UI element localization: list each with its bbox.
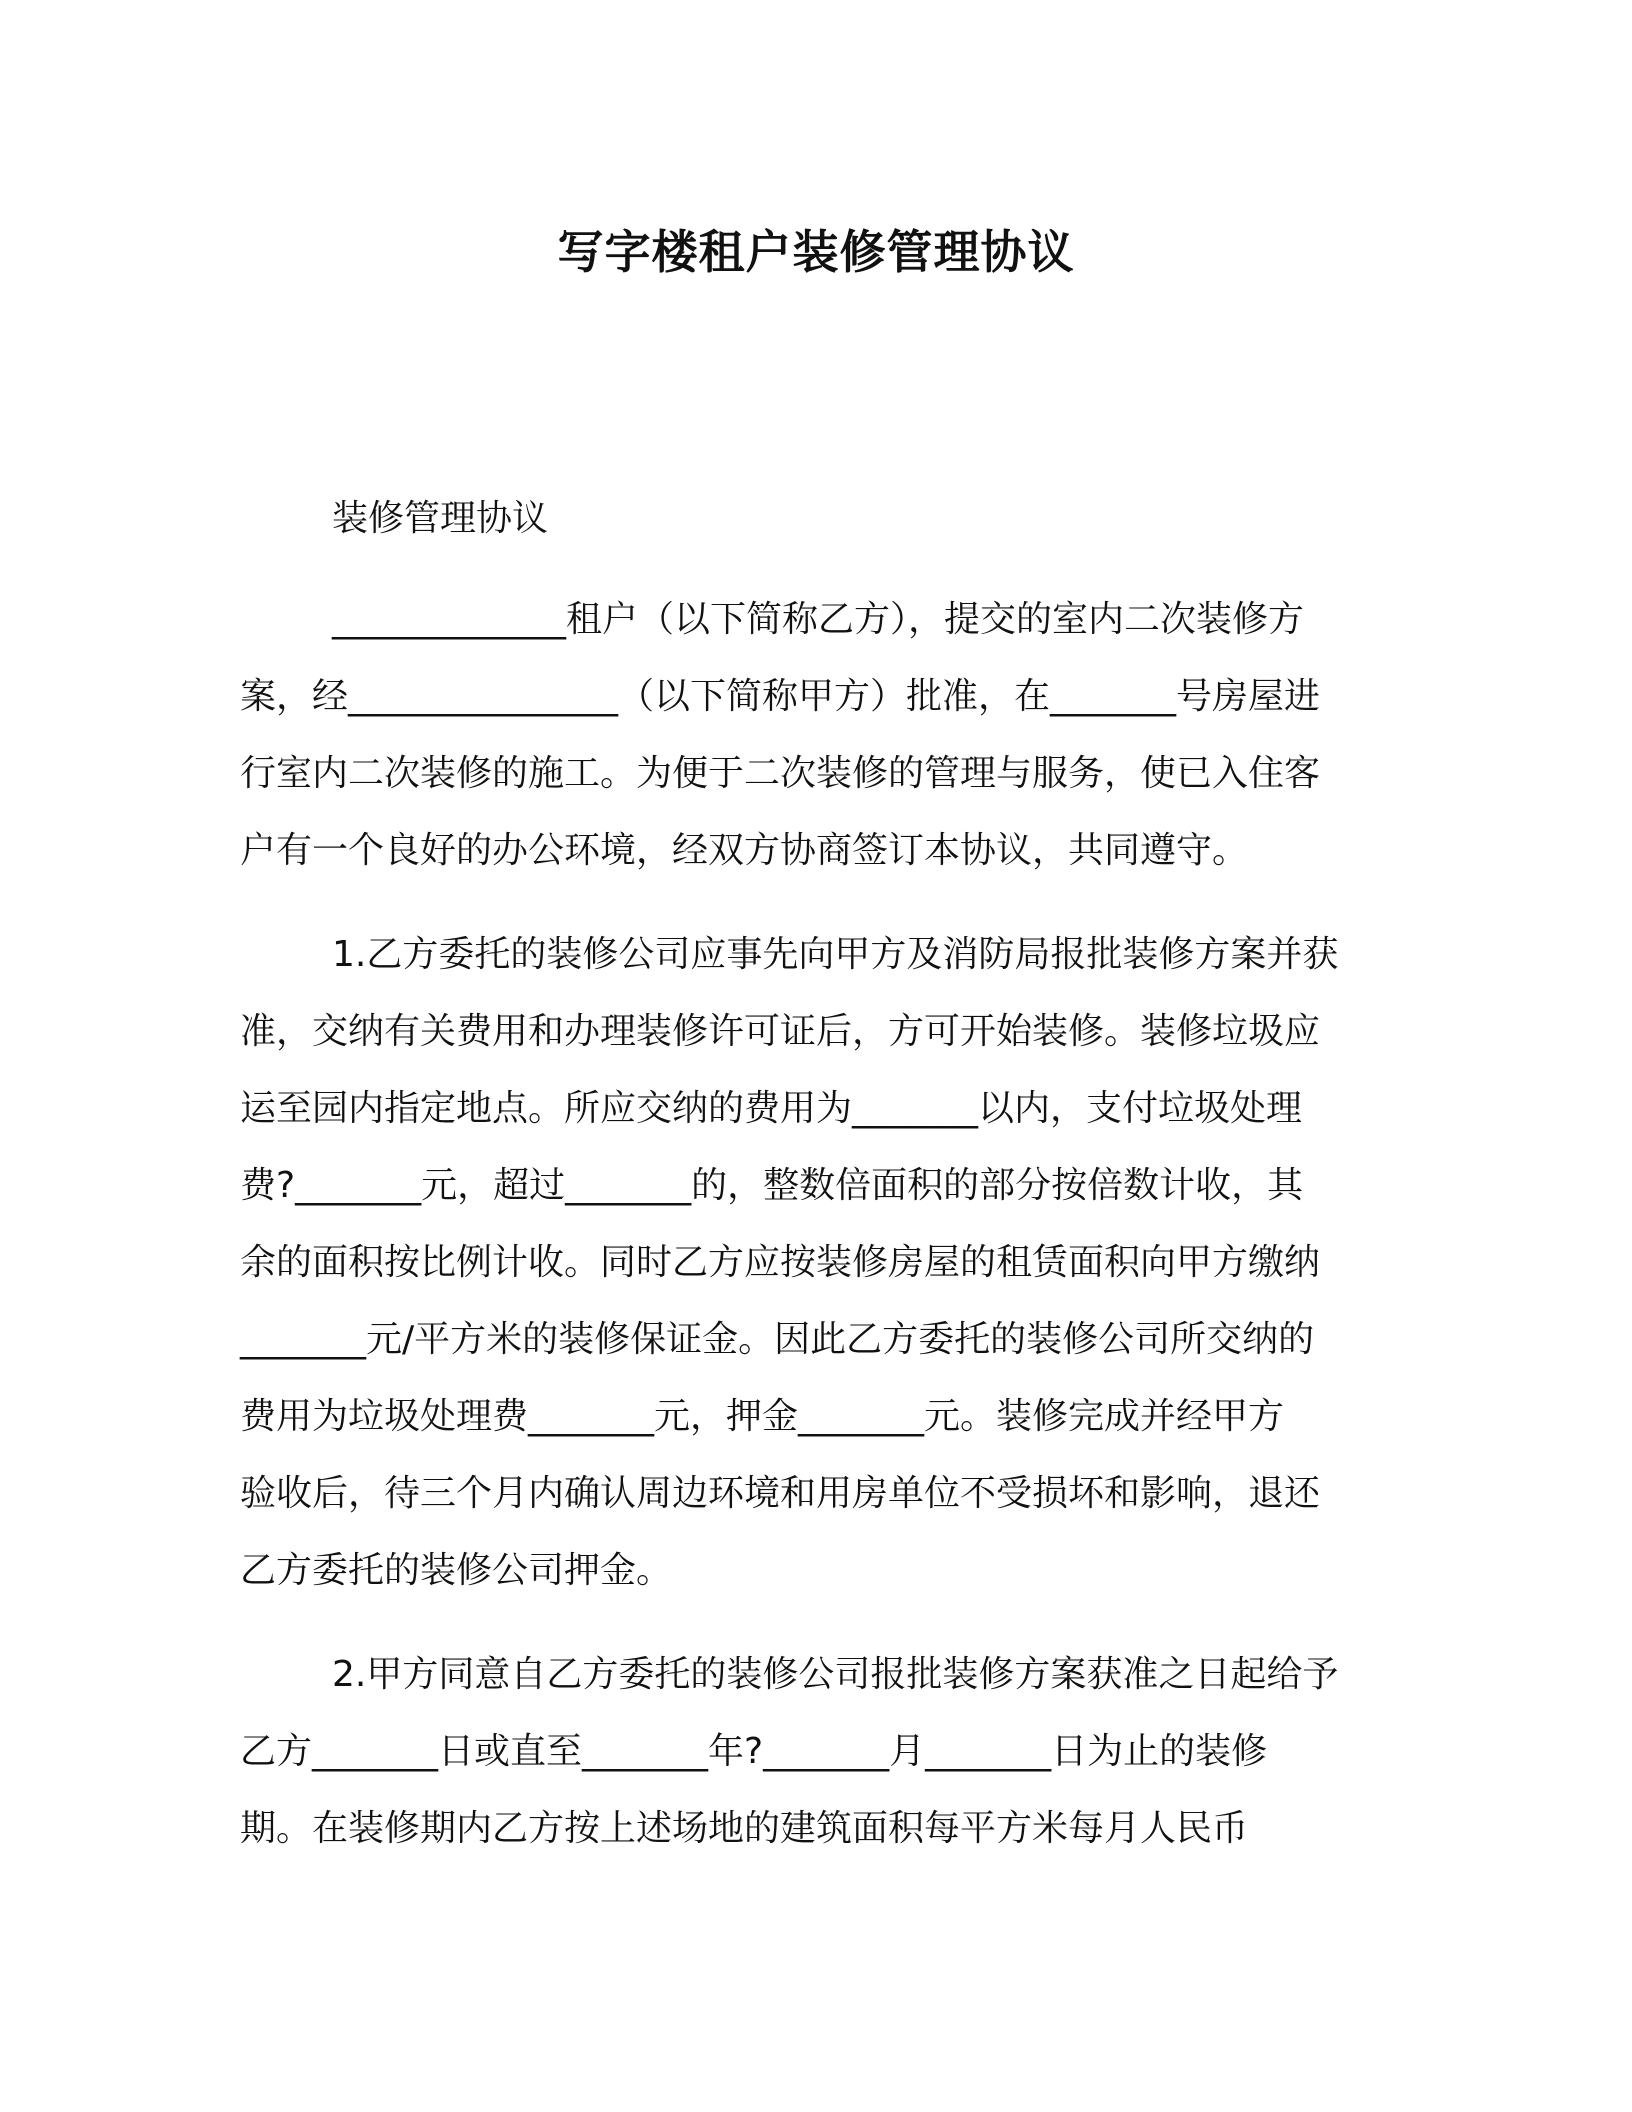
clause2-line-2: 乙方_______日或直至_______年?_______月_______日为止的装修	[240, 1731, 1268, 1772]
intro-line-4: 户有一个良好的办公环境，经双方协商签订本协议，共同遵守。	[240, 830, 1249, 871]
clause1-line-7: 费用为垃圾处理费_______元，押金_______元。装修完成并经甲方	[240, 1396, 1285, 1437]
clause1-line-2: 准，交纳有关费用和办理装修许可证后，方可开始装修。装修垃圾应	[240, 1011, 1321, 1052]
document-title: 写字楼租户装修管理协议	[557, 225, 1075, 279]
clause1-line-9: 乙方委托的装修公司押金。	[240, 1550, 673, 1591]
clause1-line-1: 1.乙方委托的装修公司应事先向甲方及消防局报批装修方案并获	[332, 934, 1339, 975]
intro-line-3: 行室内二次装修的施工。为便于二次装修的管理与服务，使已入住客	[240, 753, 1321, 794]
intro-line-1: _____________租户（以下简称乙方），提交的室内二次装修方	[332, 599, 1305, 640]
clause2-line-3: 期。在装修期内乙方按上述场地的建筑面积每平方米每月人民币	[240, 1808, 1249, 1849]
clause1-line-3: 运至园内指定地点。所应交纳的费用为_______以内，支付垃圾处理	[240, 1088, 1303, 1129]
clause1-line-4: 费?_______元，超过_______的，整数倍面积的部分按倍数计收，其	[240, 1165, 1304, 1206]
clause2-line-1: 2.甲方同意自乙方委托的装修公司报批装修方案获准之日起给予	[332, 1654, 1339, 1695]
document-subtitle: 装修管理协议	[332, 498, 549, 539]
clause1-line-5: 余的面积按比例计收。同时乙方应按装修房屋的租赁面积向甲方缴纳	[240, 1242, 1321, 1283]
clause1-line-8: 验收后，待三个月内确认周边环境和用房单位不受损坏和影响，退还	[240, 1473, 1321, 1514]
intro-line-2: 案，经_______________（以下简称甲方）批准，在_______号房屋进	[240, 676, 1321, 717]
clause1-line-6: _______元/平方米的装修保证金。因此乙方委托的装修公司所交纳的	[240, 1319, 1315, 1360]
